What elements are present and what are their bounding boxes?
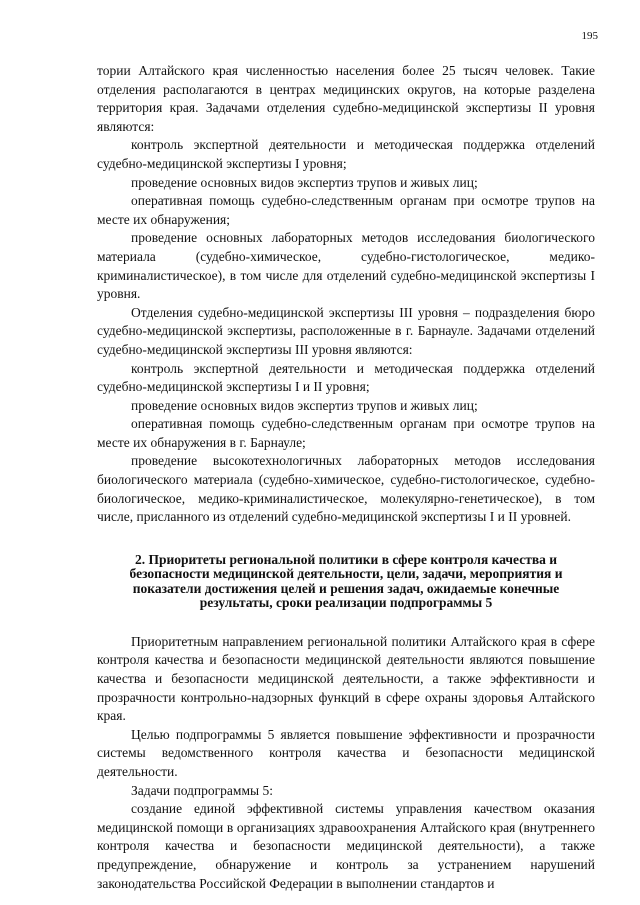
paragraph: тории Алтайского края численностью населения более 25 тысяч человек. Такие отделения располагаются в центрах медицинских округов, на которые разделена территория края. Задачами отделения судебно-медицинской экспертизы II уровня являются:	[97, 63, 595, 134]
paragraph: Задачи подпрограммы 5:	[131, 782, 273, 798]
paragraph: Отделения судебно-медицинской экспертизы III уровня – подразделения бюро судебно-медицинской экспертизы, расположенные в г. Барнауле. Задачами отделений судебно-медицинской экспертизы III уровня являются:	[97, 304, 595, 357]
paragraph: проведение основных лабораторных методов исследования биологического материала (судебно-химическое, судебно-гистологическое, медико-криминалистическое), в том числе для отделений судебно-медицинской экспертизы I уровня.	[97, 230, 595, 302]
paragraph: проведение высокотехнологичных лабораторных методов исследования биологического материала (судебно-химическое, судебно-гистологическое, судебно-биологическое, медико-криминалистическое, молекулярно-генетическое), в том числе, присланного из отделений судебно-медицинской экспертизы I и II уровней.	[97, 453, 595, 525]
page-number: 195	[581, 30, 598, 42]
paragraph: проведение основных видов экспертиз трупов и живых лиц;	[131, 174, 478, 190]
paragraph: Приоритетным направлением региональной политики Алтайского края в сфере контроля качества и безопасности медицинской деятельности являются повышение качества и безопасности медицинской деятельности, а также эффективности и прозрачности контрольно-надзорных функций в сфере охраны здоровья Алтайского края.	[97, 633, 595, 724]
paragraph: оперативная помощь судебно-следственным органам при осмотре трупов на месте их обнаружения в г. Барнауле;	[97, 416, 595, 450]
paragraph: создание единой эффективной системы управления качеством оказания медицинской помощи в организациях здравоохранения Алтайского края (внутреннего контроля качества и безопасности медицинской деятельности), а также предупреждение, обнаружение и контроль за устранением нарушений законодательства Российской Федерации в выполнении стандартов и	[97, 801, 595, 891]
paragraph: оперативная помощь судебно-следственным органам при осмотре трупов на месте их обнаружения;	[97, 193, 595, 227]
paragraph: контроль экспертной деятельности и методическая поддержка отделений судебно-медицинской экспертизы I уровня;	[97, 137, 595, 171]
paragraph: проведение основных видов экспертиз трупов и живых лиц;	[131, 397, 478, 413]
paragraph: Целью подпрограммы 5 является повышение эффективности и прозрачности системы ведомственного контроля качества и безопасности медицинской деятельности.	[97, 726, 595, 779]
section-heading: 2. Приоритеты региональной политики в сфере контроля качества и безопасности медицинской деятельности, цели, задачи, мероприятия и показатели достижения целей и решения задач, ожидаемые конечные результаты, сроки реализации подпрограммы 5	[129, 551, 563, 611]
document-body	[97, 62, 595, 893]
paragraph: контроль экспертной деятельности и методическая поддержка отделений судебно-медицинской экспертизы I и II уровня;	[97, 360, 595, 395]
